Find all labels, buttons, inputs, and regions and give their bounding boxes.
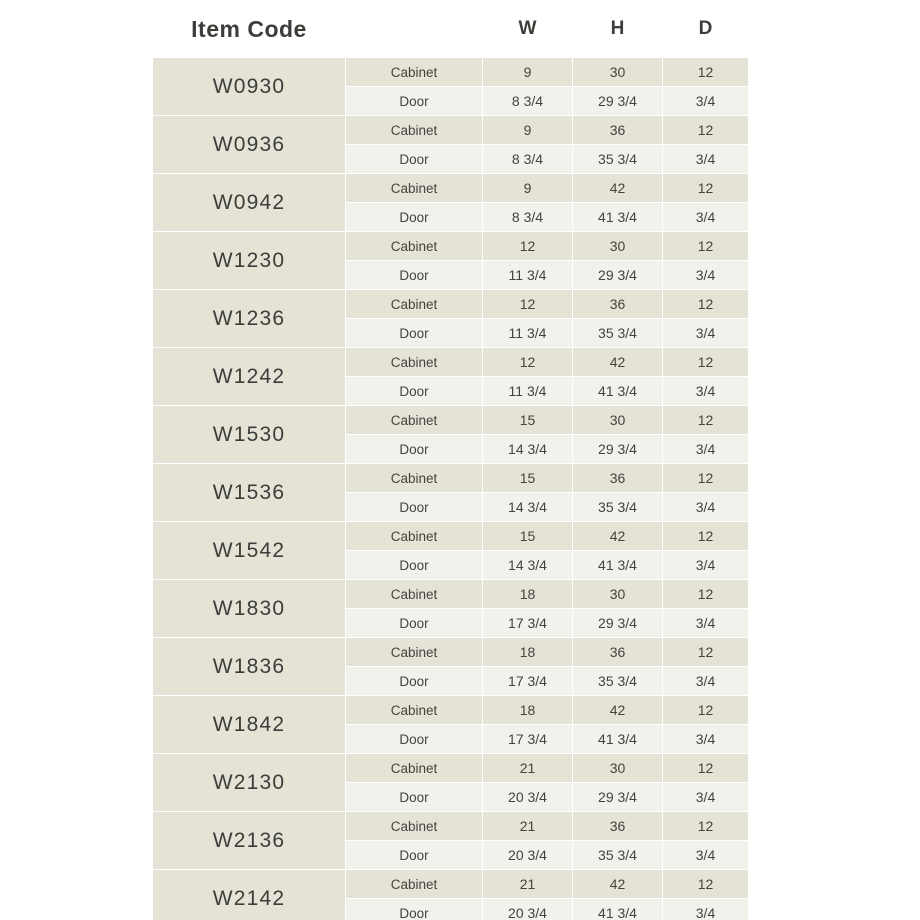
cabinet-dimensions-table — [152, 0, 749, 920]
cabinet-w-value: 15 — [483, 406, 573, 435]
door-d-value: 3/4 — [663, 261, 749, 290]
cabinet-d-value: 12 — [663, 464, 749, 493]
cabinet-h-value: 36 — [573, 464, 663, 493]
part-label-cabinet: Cabinet — [346, 522, 483, 551]
part-label-cabinet: Cabinet — [346, 464, 483, 493]
part-label-cabinet: Cabinet — [346, 812, 483, 841]
item-code-cell: W1542 — [153, 522, 346, 580]
item-code-cell: W1836 — [153, 638, 346, 696]
door-w-value: 8 3/4 — [483, 203, 573, 232]
table-row — [153, 696, 749, 725]
item-code-cell: W0942 — [153, 174, 346, 232]
door-d-value: 3/4 — [663, 435, 749, 464]
table-row — [153, 174, 749, 203]
door-h-value: 35 3/4 — [573, 667, 663, 696]
door-h-value: 35 3/4 — [573, 145, 663, 174]
cabinet-w-value: 9 — [483, 116, 573, 145]
header-row — [153, 1, 749, 58]
table-row — [153, 58, 749, 87]
part-label-door: Door — [346, 551, 483, 580]
cabinet-w-value: 18 — [483, 580, 573, 609]
part-label-door: Door — [346, 203, 483, 232]
cabinet-w-value: 15 — [483, 522, 573, 551]
table-body — [153, 58, 749, 920]
cabinet-w-value: 12 — [483, 348, 573, 377]
cabinet-d-value: 12 — [663, 174, 749, 203]
table-row — [153, 812, 749, 841]
door-w-value: 11 3/4 — [483, 261, 573, 290]
door-w-value: 8 3/4 — [483, 145, 573, 174]
cabinet-h-value: 42 — [573, 870, 663, 899]
cabinet-d-value: 12 — [663, 696, 749, 725]
cabinet-h-value: 36 — [573, 638, 663, 667]
table-row — [153, 464, 749, 493]
cabinet-d-value: 12 — [663, 638, 749, 667]
table-row — [153, 348, 749, 377]
item-code-cell: W1842 — [153, 696, 346, 754]
door-d-value: 3/4 — [663, 841, 749, 870]
part-label-cabinet: Cabinet — [346, 232, 483, 261]
door-h-value: 41 3/4 — [573, 203, 663, 232]
cabinet-w-value: 18 — [483, 638, 573, 667]
part-label-cabinet: Cabinet — [346, 870, 483, 899]
door-d-value: 3/4 — [663, 899, 749, 920]
cabinet-h-value: 30 — [573, 406, 663, 435]
door-d-value: 3/4 — [663, 725, 749, 754]
part-label-cabinet: Cabinet — [346, 754, 483, 783]
cabinet-h-value: 42 — [573, 174, 663, 203]
item-code-cell: W2142 — [153, 870, 346, 920]
cabinet-h-value: 30 — [573, 58, 663, 87]
door-d-value: 3/4 — [663, 609, 749, 638]
cabinet-d-value: 12 — [663, 290, 749, 319]
door-d-value: 3/4 — [663, 551, 749, 580]
door-w-value: 14 3/4 — [483, 493, 573, 522]
column-header-width: W — [483, 1, 573, 58]
door-h-value: 29 3/4 — [573, 783, 663, 812]
door-d-value: 3/4 — [663, 203, 749, 232]
cabinet-w-value: 18 — [483, 696, 573, 725]
door-d-value: 3/4 — [663, 377, 749, 406]
cabinet-d-value: 12 — [663, 754, 749, 783]
door-h-value: 41 3/4 — [573, 725, 663, 754]
door-h-value: 29 3/4 — [573, 87, 663, 116]
part-label-cabinet: Cabinet — [346, 116, 483, 145]
item-code-cell: W1236 — [153, 290, 346, 348]
item-code-cell: W2136 — [153, 812, 346, 870]
table-row — [153, 232, 749, 261]
table-row — [153, 406, 749, 435]
cabinet-d-value: 12 — [663, 522, 749, 551]
cabinet-h-value: 30 — [573, 580, 663, 609]
cabinet-h-value: 30 — [573, 232, 663, 261]
door-h-value: 35 3/4 — [573, 841, 663, 870]
door-w-value: 11 3/4 — [483, 377, 573, 406]
door-w-value: 20 3/4 — [483, 899, 573, 920]
cabinet-w-value: 15 — [483, 464, 573, 493]
door-w-value: 17 3/4 — [483, 725, 573, 754]
part-label-door: Door — [346, 145, 483, 174]
table-row — [153, 580, 749, 609]
cabinet-d-value: 12 — [663, 58, 749, 87]
door-h-value: 29 3/4 — [573, 609, 663, 638]
cabinet-w-value: 21 — [483, 754, 573, 783]
part-label-door: Door — [346, 899, 483, 920]
item-code-cell: W1530 — [153, 406, 346, 464]
part-label-door: Door — [346, 725, 483, 754]
door-w-value: 14 3/4 — [483, 551, 573, 580]
part-label-cabinet: Cabinet — [346, 696, 483, 725]
part-label-door: Door — [346, 667, 483, 696]
door-w-value: 20 3/4 — [483, 841, 573, 870]
part-label-cabinet: Cabinet — [346, 580, 483, 609]
cabinet-w-value: 12 — [483, 232, 573, 261]
part-label-door: Door — [346, 435, 483, 464]
cabinet-h-value: 36 — [573, 116, 663, 145]
door-d-value: 3/4 — [663, 87, 749, 116]
cabinet-w-value: 9 — [483, 58, 573, 87]
part-label-door: Door — [346, 609, 483, 638]
door-w-value: 11 3/4 — [483, 319, 573, 348]
table-row — [153, 638, 749, 667]
door-h-value: 35 3/4 — [573, 319, 663, 348]
item-code-cell: W1230 — [153, 232, 346, 290]
item-code-cell: W1242 — [153, 348, 346, 406]
door-d-value: 3/4 — [663, 145, 749, 174]
cabinet-h-value: 30 — [573, 754, 663, 783]
door-h-value: 41 3/4 — [573, 551, 663, 580]
column-header-height: H — [573, 1, 663, 58]
door-w-value: 17 3/4 — [483, 609, 573, 638]
cabinet-d-value: 12 — [663, 406, 749, 435]
door-w-value: 8 3/4 — [483, 87, 573, 116]
table-row — [153, 116, 749, 145]
column-header-item-code: Item Code — [153, 1, 346, 58]
cabinet-d-value: 12 — [663, 812, 749, 841]
part-label-cabinet: Cabinet — [346, 58, 483, 87]
column-header-part — [346, 1, 483, 58]
part-label-door: Door — [346, 493, 483, 522]
door-h-value: 29 3/4 — [573, 261, 663, 290]
item-code-cell: W1830 — [153, 580, 346, 638]
part-label-door: Door — [346, 377, 483, 406]
cabinet-h-value: 36 — [573, 812, 663, 841]
item-code-cell: W1536 — [153, 464, 346, 522]
table-row — [153, 754, 749, 783]
cabinet-w-value: 12 — [483, 290, 573, 319]
table-row — [153, 870, 749, 899]
cabinet-h-value: 42 — [573, 522, 663, 551]
part-label-door: Door — [346, 261, 483, 290]
cabinet-h-value: 42 — [573, 696, 663, 725]
door-d-value: 3/4 — [663, 667, 749, 696]
table-row — [153, 522, 749, 551]
part-label-door: Door — [346, 841, 483, 870]
item-code-cell: W0930 — [153, 58, 346, 116]
column-header-depth: D — [663, 1, 749, 58]
cabinet-w-value: 9 — [483, 174, 573, 203]
part-label-door: Door — [346, 783, 483, 812]
part-label-door: Door — [346, 87, 483, 116]
item-code-cell: W2130 — [153, 754, 346, 812]
part-label-cabinet: Cabinet — [346, 348, 483, 377]
cabinet-d-value: 12 — [663, 116, 749, 145]
door-d-value: 3/4 — [663, 319, 749, 348]
door-h-value: 29 3/4 — [573, 435, 663, 464]
cabinet-w-value: 21 — [483, 812, 573, 841]
part-label-door: Door — [346, 319, 483, 348]
cabinet-w-value: 21 — [483, 870, 573, 899]
cabinet-d-value: 12 — [663, 580, 749, 609]
part-label-cabinet: Cabinet — [346, 174, 483, 203]
table-header — [153, 1, 749, 58]
part-label-cabinet: Cabinet — [346, 290, 483, 319]
door-h-value: 41 3/4 — [573, 377, 663, 406]
door-w-value: 20 3/4 — [483, 783, 573, 812]
door-d-value: 3/4 — [663, 493, 749, 522]
part-label-cabinet: Cabinet — [346, 638, 483, 667]
door-h-value: 41 3/4 — [573, 899, 663, 920]
table-row — [153, 290, 749, 319]
item-code-cell: W0936 — [153, 116, 346, 174]
door-d-value: 3/4 — [663, 783, 749, 812]
cabinet-d-value: 12 — [663, 348, 749, 377]
cabinet-d-value: 12 — [663, 232, 749, 261]
door-w-value: 14 3/4 — [483, 435, 573, 464]
cabinet-h-value: 36 — [573, 290, 663, 319]
cabinet-h-value: 42 — [573, 348, 663, 377]
cabinet-d-value: 12 — [663, 870, 749, 899]
door-w-value: 17 3/4 — [483, 667, 573, 696]
door-h-value: 35 3/4 — [573, 493, 663, 522]
part-label-cabinet: Cabinet — [346, 406, 483, 435]
